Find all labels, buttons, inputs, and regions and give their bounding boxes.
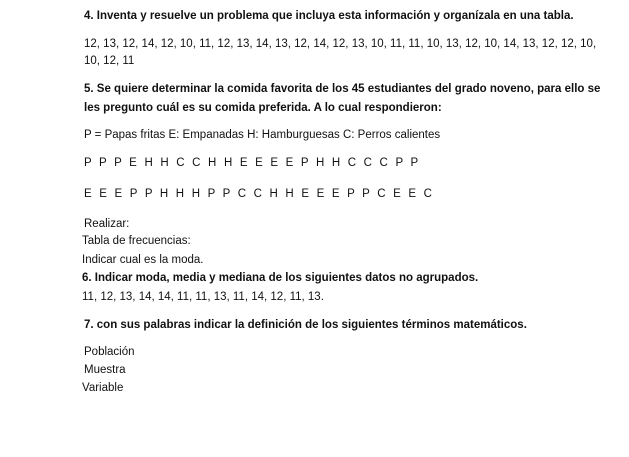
question-5-legend: P = Papas fritas E: Empanadas H: Hamburguesas C: Perros calientes [84, 129, 441, 141]
question-6-data: 11, 12, 13, 14, 14, 11, 11, 13, 11, 14, 12, 11, 13. [82, 291, 324, 303]
question-7-term: Muestra [84, 364, 126, 376]
question-4-data-line1: 12, 13, 12, 14, 12, 10, 11, 12, 13, 14, 13, 12, 14, 12, 13, 10, 11, 11, 10, 13, 12, 10, 14, 13, 12, 12, 10, [84, 38, 597, 50]
question-5-moda: Indicar cual es la moda. [82, 254, 204, 266]
question-7-title: 7. con sus palabras indicar la definición de los siguientes términos matemáticos. [84, 319, 527, 331]
question-7-term: Población [84, 346, 135, 358]
question-5-responses-line1: P P P E H H C C H H E E E E P H H C C C P P [84, 157, 421, 169]
question-4-data-line2: 10, 12, 11 [84, 55, 135, 67]
question-5-title-line1: 5. Se quiere determinar la comida favorita de los 45 estudiantes del grado noveno, para ello se [84, 83, 601, 95]
question-5-title-line2: les pregunto cuál es su comida preferida. A lo cual respondieron: [84, 102, 442, 114]
question-7-term: Variable [82, 382, 124, 394]
question-5-responses-line2: E E E P P H H H P P C C H H E E E P P C E E C [84, 188, 435, 200]
question-5-tabla: Tabla de frecuencias: [82, 235, 191, 247]
question-5-realizar: Realizar: [84, 218, 130, 230]
question-6-title: 6. Indicar moda, media y mediana de los siguientes datos no agrupados. [82, 272, 479, 284]
question-4-title: 4. Inventa y resuelve un problema que incluya esta información y organízala en una tabla. [84, 10, 574, 22]
